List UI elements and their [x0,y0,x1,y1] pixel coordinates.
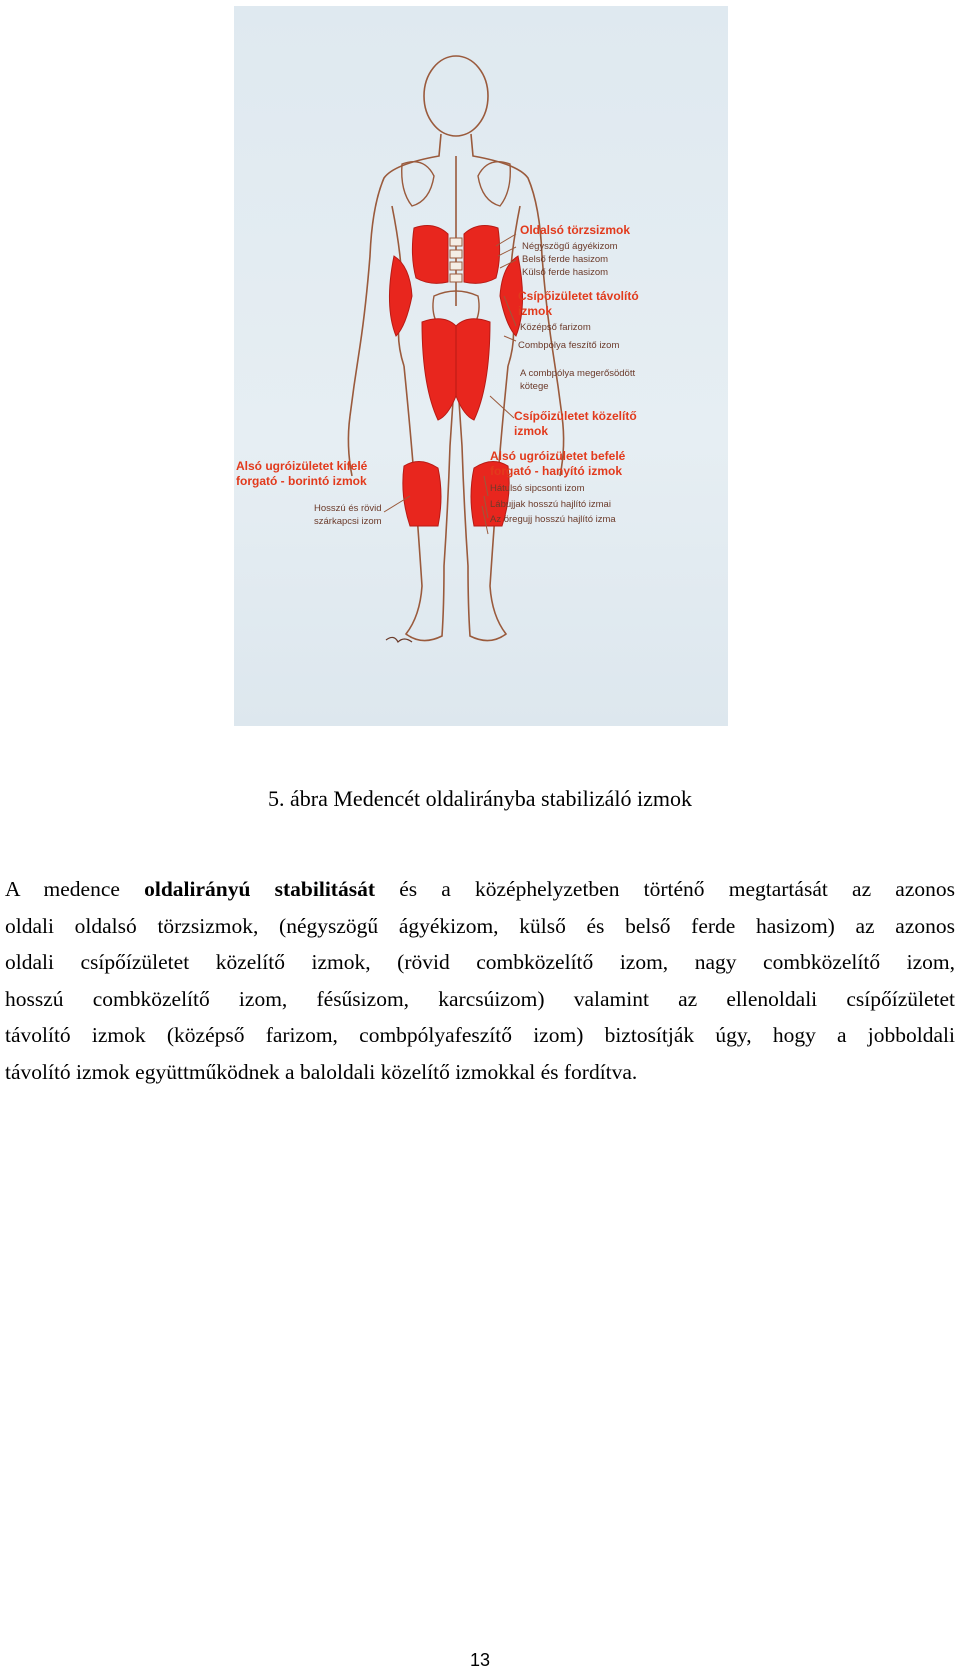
label-hosszu-rovid-2: szárkapcsi izom [314,516,382,527]
paragraph-line-3: oldali csípőízületet közelítő izmok, (rövid combközelítő izom, nagy combközelítő izom, [5,950,955,974]
paragraph-line-1: A medence oldalirányú stabilitását és a középhelyzetben történő megtartását az azonos [5,877,955,901]
label-kulso-ferde: Külső ferde hasizom [522,267,609,278]
label-also-kifele-2: forgató - borintó izmok [236,474,367,488]
label-also-befele-2: forgató - hanyító izmok [490,464,622,478]
emphasis-text: oldalirányú stabilitását [144,877,375,901]
label-hatulso-sipcsonti: Hátulsó sipcsonti izom [490,483,585,494]
label-combpolya-koteg-2: kötege [520,381,549,392]
label-also-kifele-1: Alsó ugróizületet kifelé [236,459,368,473]
label-csipo-kozelito-2: izmok [514,424,549,438]
paragraph-line-4: hosszú combközelítő izom, fésűsizom, karcsúizom) valamint az ellenoldali csípőízületet [5,986,955,1011]
label-csipo-tavolito-1: Csípőizületet távolító [518,289,639,303]
label-kozepso-farizom: Középső farizom [520,322,591,333]
page-number: 13 [469,1650,491,1670]
label-belso-ferde: Belső ferde hasizom [522,254,609,265]
label-combpolya-koteg-1: A combpólya megerősödött [520,368,636,379]
paragraph-line-6: távolító izmok együttműködnek a baloldali közelítő izmokkal és fordítva. [5,1059,638,1084]
label-csipo-tavolito-2: izmok [518,304,553,318]
label-combpolya-feszito: Combpólya feszítő izom [518,340,620,351]
label-negyszogu: Négyszögű ágyékizom [522,241,618,252]
body-paragraph [5,871,955,1090]
label-oregujj: Az öregujj hosszú hajlító izma [490,514,616,525]
artist-signature [386,637,412,642]
figure-caption: 5. ábra Medencét oldalirányba stabilizáló izmok [268,786,692,811]
anatomy-figure [234,6,728,726]
label-csipo-kozelito-1: Csípőizületet közelítő [514,409,637,423]
paragraph-line-2: oldali oldalsó törzsizmok, (négyszögű ágyékizom, külső és belső ferde hasizom) az azonos [5,913,955,938]
label-hosszu-rovid-1: Hosszú és rövid [314,503,382,514]
label-also-befele-1: Alsó ugróizületet befelé [490,449,626,463]
paragraph-line-5: távolító izmok (középső farizom, combpólyafeszítő izom) biztosítják úgy, hogy a jobboldali [5,1023,955,1047]
label-labujjak: Lábujjak hosszú hajlító izmai [490,499,611,510]
label-oldalso-torzsizmok: Oldalsó törzsizmok [520,223,631,237]
muscle-diagram [234,6,728,726]
